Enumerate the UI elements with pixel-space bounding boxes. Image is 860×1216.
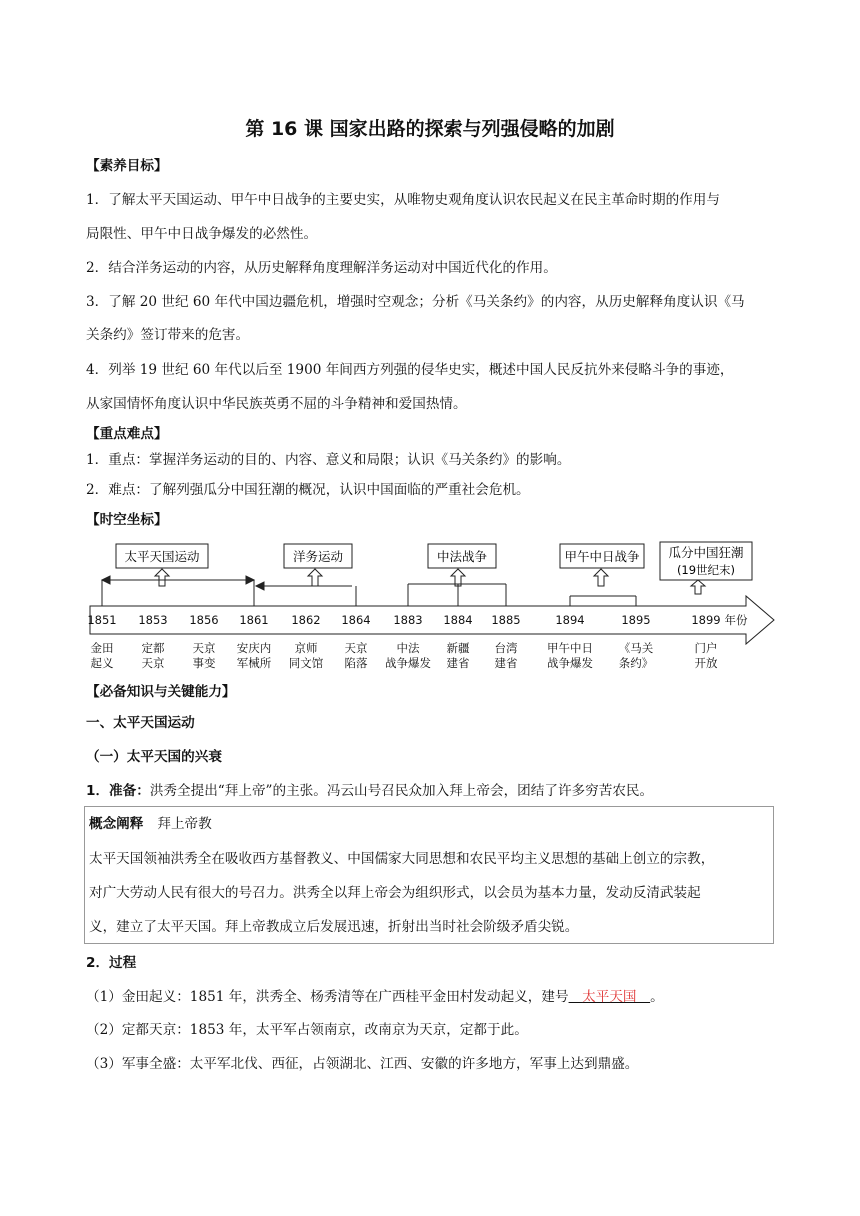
event-label: 天京: [192, 641, 216, 655]
goal-line: 3．了解 20 世纪 60 年代中国边疆危机，增强时空观念；分析《马关条约》的内容，从历史解释角度认识《马: [86, 294, 745, 310]
concept-line: 对广大劳动人民有很大的号召力。洪秀全以拜上帝会为组织形式，以会员为基本力量，发动反清武装起: [89, 885, 701, 901]
timeline-heading: 【时空坐标】: [86, 512, 168, 528]
year-label: 1861: [239, 613, 269, 627]
event-label: 起义: [90, 656, 114, 670]
event-label: 京师: [294, 641, 318, 655]
box-taiping-label: 太平天国运动: [124, 549, 200, 564]
event-label: 天京: [344, 641, 368, 655]
concept-line: 太平天国领袖洪秀全在吸收西方基督教义、中国儒家大同思想和农民平均主义思想的基础上创立的宗教，: [89, 851, 715, 867]
event-label: 军械所: [236, 656, 272, 670]
box-jiawu-label: 甲午中日战争: [564, 549, 640, 564]
event-label: 门户: [694, 641, 718, 655]
event-label: 新疆: [446, 641, 470, 655]
event-label: 战争爆发: [385, 656, 431, 670]
goal-line: 1．了解太平天国运动、甲午中日战争的主要史实，从唯物史观角度认识农民起义在民主革命时期的作用与: [86, 192, 720, 208]
event-label: 台湾: [494, 641, 518, 655]
box-guafen-sub: (19世纪末): [676, 563, 736, 577]
concept-box: [84, 806, 774, 944]
event-label: 战争爆发: [547, 656, 593, 670]
concept-term: 拜上帝教: [157, 816, 212, 832]
year-label: 1885: [491, 613, 521, 627]
event-label: 金田: [90, 641, 114, 655]
event-label: 开放: [694, 656, 718, 670]
concept-title: [89, 815, 212, 833]
year-label: 1851: [87, 613, 117, 627]
prep-label: 1．准备：: [86, 783, 150, 799]
prep-text: 洪秀全提出“拜上帝”的主张。冯云山号召民众加入拜上帝会，团结了许多穷苦农民。: [149, 783, 654, 799]
event-label: 同文馆: [288, 656, 324, 670]
box-zhongfa-label: 中法战争: [436, 549, 488, 564]
process-line-1: [86, 988, 786, 1006]
event-label: 条约》: [618, 656, 654, 670]
key-heading: 【重点难点】: [86, 426, 168, 442]
year-label: 1864: [341, 613, 371, 627]
key-line: 2．难点：了解列强瓜分中国狂潮的概况，认识中国面临的严重社会危机。: [86, 482, 530, 498]
p1-answer: 太平天国: [568, 989, 651, 1005]
event-label: 天京: [141, 656, 165, 670]
event-label: 安庆内: [236, 641, 272, 655]
box-guafen-label: 瓜分中国狂潮: [668, 545, 744, 560]
knowledge-heading: 【必备知识与关键能力】: [86, 684, 236, 700]
process-heading: 2．过程: [86, 955, 137, 971]
goal-line: 从家国情怀角度认识中华民族英勇不屈的斗争精神和爱国热情。: [86, 396, 467, 412]
event-label: 建省: [494, 656, 518, 670]
year-label: 1899: [691, 613, 721, 627]
process-line-3: （3）军事全盛：太平军北伐、西征，占领湖北、江西、安徽的许多地方，军事上达到鼎盛。: [86, 1056, 639, 1072]
year-label: 1862: [291, 613, 321, 627]
year-label: 1853: [138, 613, 168, 627]
goal-line: 4．列举 19 世纪 60 年代以后至 1900 年间西方列强的侵华史实，概述中国人民反抗外来侵略斗争的事迹，: [86, 362, 734, 378]
part1-heading: 一、太平天国运动: [86, 715, 195, 731]
process-line-2: （2）定都天京：1853 年，太平军占领南京，改南京为天京，定都于此。: [86, 1022, 528, 1038]
year-label: 1856: [189, 613, 219, 627]
concept-label: 概念阐释: [89, 816, 144, 832]
event-label: 定都: [141, 641, 165, 655]
event-label: 中法: [396, 641, 420, 655]
box-yangwu-label: 洋务运动: [292, 549, 344, 564]
sub1-heading: （一）太平天国的兴衰: [86, 749, 222, 765]
goal-line: 关条约》签订带来的危害。: [86, 327, 250, 343]
page-title: 第 16 课 国家出路的探索与列强侵略的加剧: [245, 118, 615, 140]
concept-line: 义，建立了太平天国。拜上帝教成立后发展迅速，折射出当时社会阶级矛盾尖锐。: [89, 919, 579, 935]
goal-line: 2．结合洋务运动的内容，从历史解释角度理解洋务运动对中国近代化的作用。: [86, 260, 557, 276]
axis-label: 年份: [724, 613, 748, 627]
goal-line: 局限性、甲午中日战争爆发的必然性。: [86, 226, 318, 242]
event-label: 建省: [446, 656, 470, 670]
year-label: 1895: [621, 613, 651, 627]
prep-line: [86, 782, 786, 800]
event-label: 《马关: [618, 641, 654, 655]
key-line: 1．重点：掌握洋务运动的目的、内容、意义和局限；认识《马关条约》的影响。: [86, 452, 571, 468]
event-label: 陷落: [344, 656, 368, 670]
year-label: 1884: [443, 613, 473, 627]
goals-heading: 【素养目标】: [86, 158, 168, 174]
p1-end: 。: [650, 989, 664, 1005]
p1-text: （1）金田起义：1851 年，洪秀全、杨秀清等在广西桂平金田村发动起义，建号: [86, 989, 569, 1005]
timeline-diagram: [0, 536, 860, 686]
event-label: 甲午中日: [547, 641, 593, 655]
event-label: 事变: [192, 656, 216, 670]
year-label: 1883: [393, 613, 423, 627]
year-label: 1894: [555, 613, 585, 627]
